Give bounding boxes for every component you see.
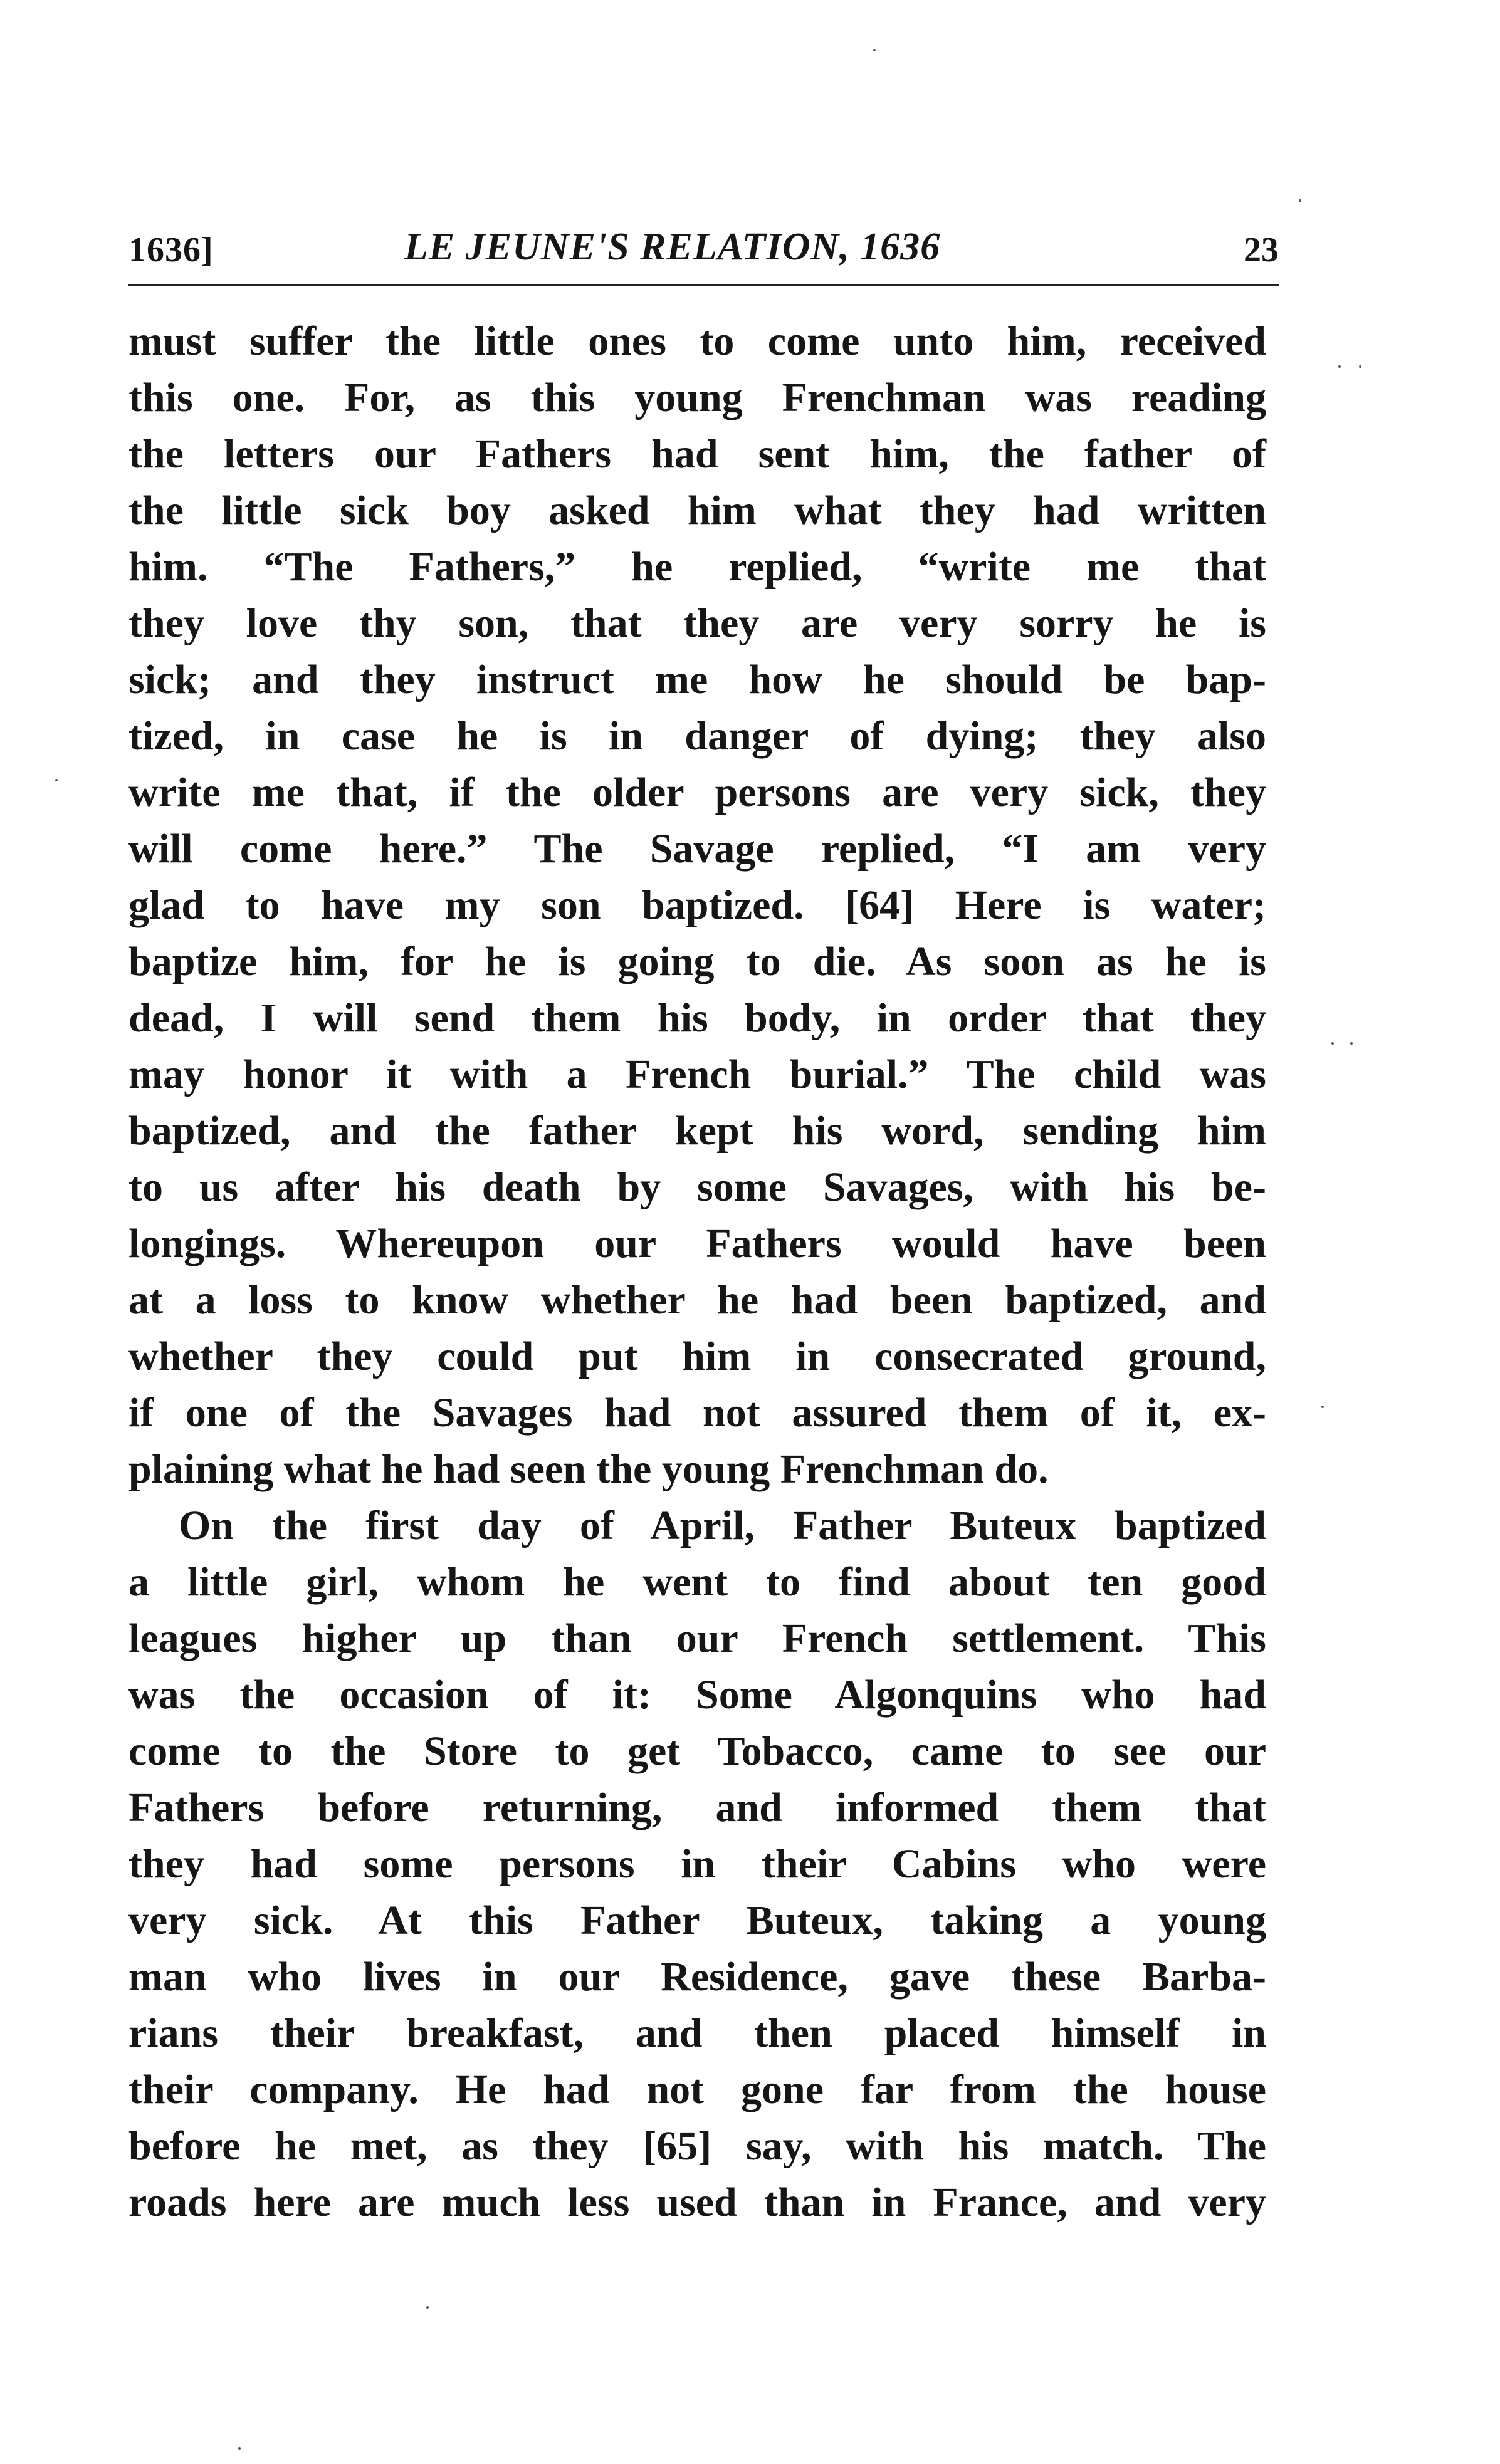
text-line: tized, in case he is in danger of dying; they also — [128, 713, 1266, 759]
text-line: longings. Whereupon our Fathers would have been — [128, 1221, 1266, 1266]
text-line: to us after his death by some Savages, with his be- — [128, 1164, 1266, 1210]
scan-speck — [873, 49, 876, 51]
text-line: baptized, and the father kept his word, sending him — [128, 1108, 1266, 1154]
text-line: roads here are much less used than in France, and very — [128, 2179, 1266, 2225]
text-line: baptize him, for he is going to die. As soon as he is — [128, 939, 1266, 984]
scan-speck — [1350, 1042, 1353, 1045]
text-line: sick; and they instruct me how he should be bap- — [128, 657, 1266, 702]
text-line: they love thy son, that they are very sorry he is — [128, 600, 1266, 646]
header-title: LE JEUNE'S RELATION, 1636 — [404, 226, 941, 268]
text-line: their company. He had not gone far from the house — [128, 2067, 1266, 2112]
scan-speck — [1359, 365, 1361, 368]
scan-speck — [1299, 199, 1301, 202]
text-line: the little sick boy asked him what they had written — [128, 488, 1266, 533]
scan-speck — [1338, 365, 1341, 368]
text-line: man who lives in our Residence, gave these Barba- — [128, 1954, 1266, 2000]
text-line: they had some persons in their Cabins who were — [128, 1841, 1266, 1887]
scan-speck — [55, 779, 58, 781]
text-line: will come here.” The Savage replied, “I am very — [128, 826, 1266, 872]
text-line: the letters our Fathers had sent him, the father of — [128, 431, 1266, 477]
text-line: must suffer the little ones to come unto him, received — [128, 318, 1266, 364]
text-line: before he met, as they [65] say, with his match. The — [128, 2123, 1266, 2169]
text-line: dead, I will send them his body, in order that they — [128, 995, 1266, 1041]
text-line: if one of the Savages had not assured them of it, ex- — [128, 1390, 1266, 1436]
text-line: glad to have my son baptized. [64] Here is water; — [128, 882, 1266, 928]
text-line: come to the Store to get Tobacco, came to see our — [128, 1728, 1266, 1774]
running-head — [128, 216, 1279, 279]
header-year: 1636] — [128, 231, 214, 269]
text-line: whether they could put him in consecrated ground, — [128, 1334, 1266, 1379]
text-line: Fathers before returning, and informed them that — [128, 1785, 1266, 1830]
text-line: plaining what he had seen the young Frenchman do. — [128, 1446, 1049, 1492]
text-line: leagues higher up than our French settlement. This — [128, 1616, 1266, 1661]
text-line: rians their breakfast, and then placed himself in — [128, 2010, 1266, 2056]
scan-speck — [1331, 1042, 1334, 1045]
text-line: at a loss to know whether he had been baptized, and — [128, 1277, 1266, 1323]
text-line: a little girl, whom he went to find about ten good — [128, 1559, 1266, 1605]
scan-speck — [238, 2447, 241, 2450]
scan-speck — [1321, 1406, 1324, 1408]
text-line: was the occasion of it: Some Algonquins who had — [128, 1672, 1266, 1718]
text-line: write me that, if the older persons are very sick, they — [128, 770, 1266, 815]
body-text — [128, 313, 1266, 2231]
page-number: 23 — [1244, 231, 1279, 269]
header-rule — [128, 284, 1279, 286]
scan-speck — [426, 2306, 429, 2309]
text-line: this one. For, as this young Frenchman was reading — [128, 375, 1266, 420]
text-line: may honor it with a French burial.” The child was — [128, 1052, 1266, 1097]
text-line: very sick. At this Father Buteux, taking a young — [128, 1898, 1266, 1943]
paragraph-start-line: On the first day of April, Father Buteux baptized — [179, 1503, 1266, 1548]
text-line: him. “The Fathers,” he replied, “write me that — [128, 544, 1266, 590]
